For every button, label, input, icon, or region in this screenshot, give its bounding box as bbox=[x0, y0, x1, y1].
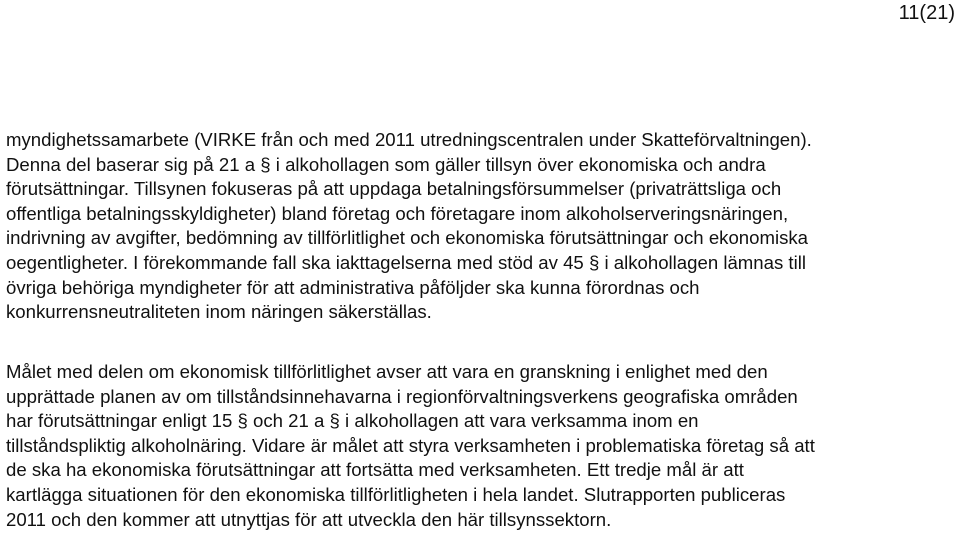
paragraph-line: upprättade planen av om tillståndsinnehavarna i regionförvaltningsverkens geografiska områden bbox=[6, 385, 798, 407]
paragraph-line: övriga behöriga myndigheter för att administrativa påföljder ska kunna förordnas och bbox=[6, 276, 700, 298]
paragraph-line: de ska ha ekonomiska förutsättningar att fortsätta med verksamheten. Ett tredje mål är att bbox=[6, 459, 744, 481]
paragraph-1 bbox=[6, 128, 958, 325]
paragraph-2 bbox=[6, 360, 958, 532]
paragraph-line: Målet med delen om ekonomisk tillförlitlighet avser att vara en granskning i enlighet med den bbox=[6, 361, 768, 382]
paragraph-line: oegentligheter. I förekommande fall ska iakttagelserna med stöd av 45 § i alkohollagen lämnas till bbox=[6, 251, 806, 273]
paragraph-line: har förutsättningar enligt 15 § och 21 a § i alkohollagen att vara verksamma inom en bbox=[6, 410, 699, 432]
paragraph-line: myndighetssamarbete (VIRKE från och med 2011 utredningscentralen under Skatteförvaltningen). bbox=[6, 129, 812, 150]
paragraph-line: förutsättningar. Tillsynen fokuseras på att uppdaga betalningsförsummelser (privaträttsliga och bbox=[6, 178, 782, 200]
paragraph-line: konkurrensneutraliteten inom näringen säkerställas. bbox=[6, 301, 432, 323]
page-number: 11(21) bbox=[898, 2, 955, 24]
paragraph-line: indrivning av avgifter, bedömning av tillförlitlighet och ekonomiska förutsättningar och ekonomiska bbox=[6, 227, 809, 249]
paragraph-line: offentliga betalningsskyldigheter) bland företag och företagare inom alkoholserveringsnäringen, bbox=[6, 202, 789, 224]
paragraph-line: kartlägga situationen för den ekonomiska tillförlitligheten i hela landet. Slutrapporten publiceras bbox=[6, 483, 786, 505]
paragraph-line: Denna del baserar sig på 21 a § i alkohollagen som gäller tillsyn över ekonomiska och andra bbox=[6, 153, 766, 175]
paragraph-line: tillståndspliktig alkoholnäring. Vidare är målet att styra verksamheten i problematiska företag så att bbox=[6, 434, 815, 456]
paragraph-line: 2011 och den kommer att utnyttjas för att utveckla den här tillsynssektorn. bbox=[6, 508, 612, 530]
